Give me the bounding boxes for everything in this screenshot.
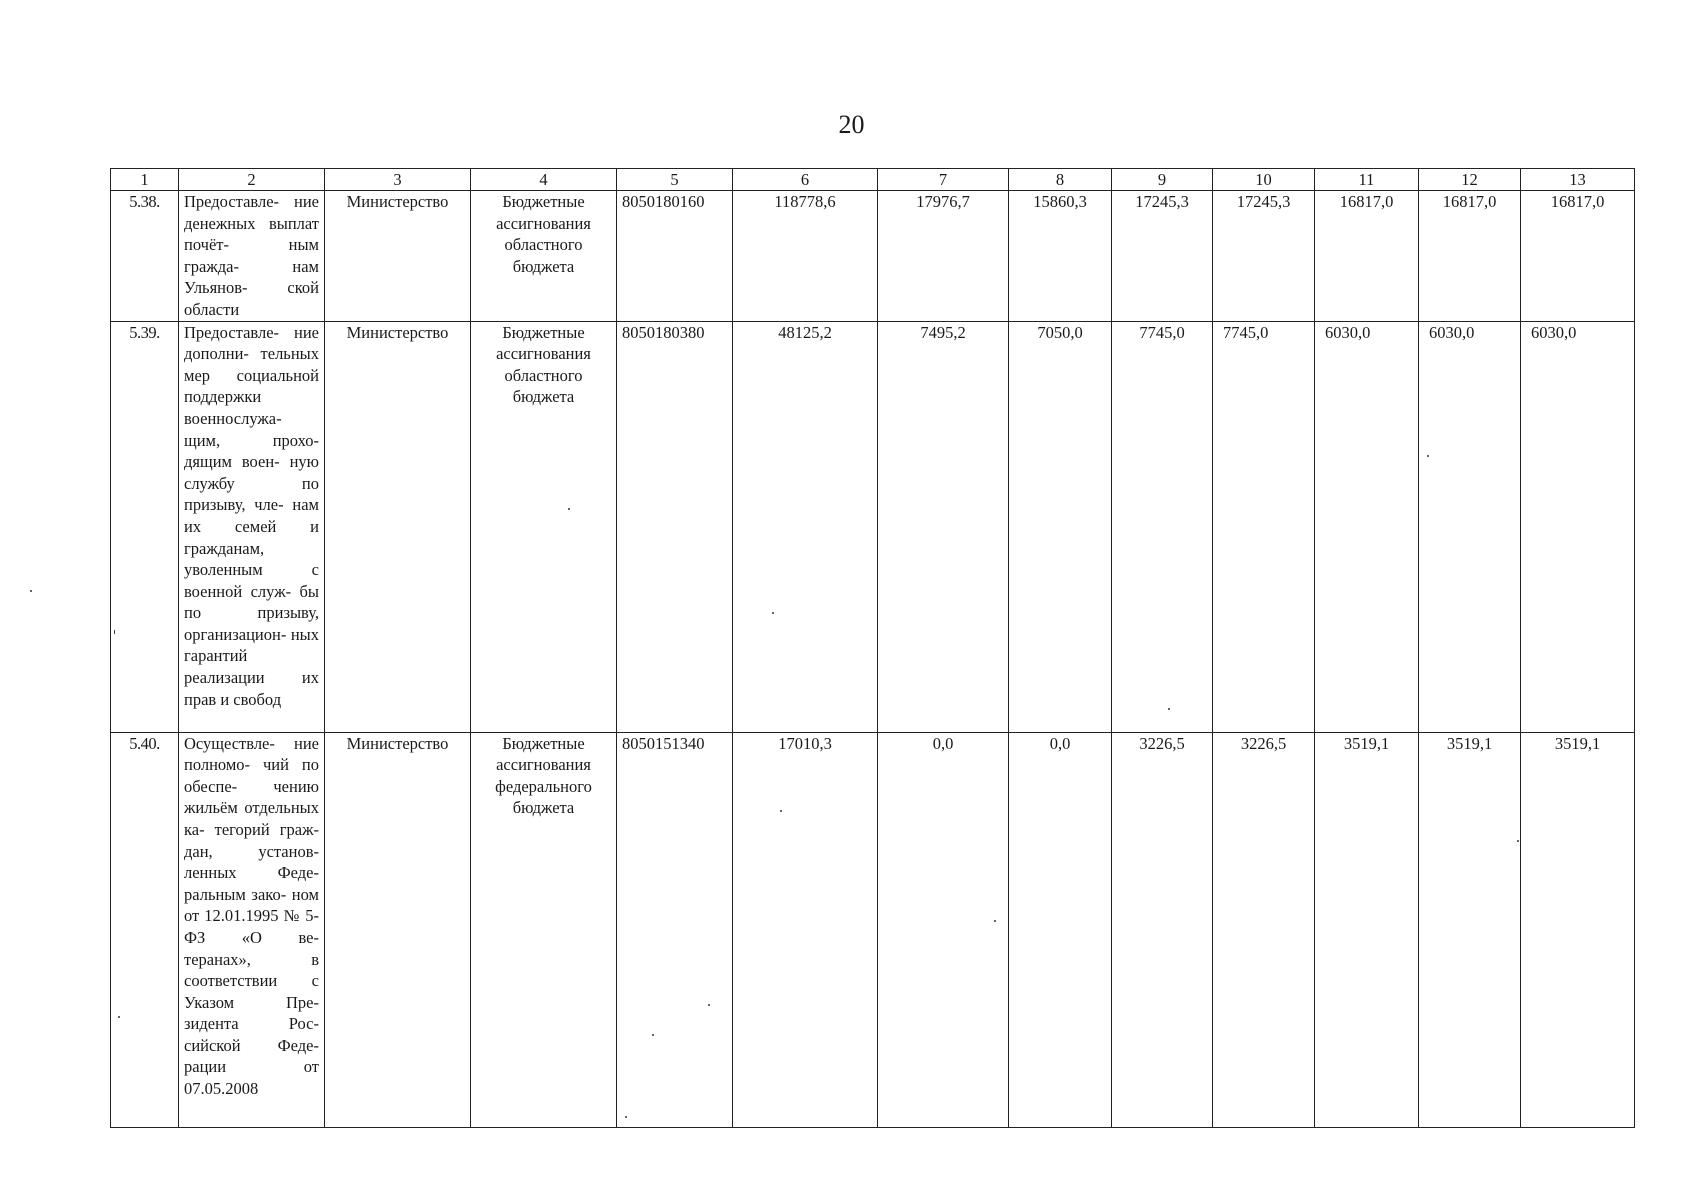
scan-speck xyxy=(625,1116,627,1118)
value-col-8: 7050,0 xyxy=(1009,321,1112,732)
executor: Министерство xyxy=(325,732,471,1127)
column-header: 1 xyxy=(111,169,179,191)
value-col-12: 3519,1 xyxy=(1419,732,1521,1127)
value-col-9: 7745,0 xyxy=(1112,321,1213,732)
value-col-11: 6030,0 xyxy=(1315,321,1419,732)
value-col-9: 17245,3 xyxy=(1112,191,1213,322)
column-header: 8 xyxy=(1009,169,1112,191)
value-col-8: 15860,3 xyxy=(1009,191,1112,322)
column-header: 9 xyxy=(1112,169,1213,191)
measure-name: Предоставле- ние дополни- тельных мер социальной поддержки военнослужа- щим, прохо- дящим воен- ную службу по призыву, чле- нам их семей и гражданам, уволенным с военной служ- бы по призыву, организацион- ных гарантий реализации их прав и свобод xyxy=(179,321,325,732)
header-row xyxy=(111,169,1635,191)
measure-name: Предоставле- ние денежных выплат почёт- ным гражда- нам Ульянов- ской области xyxy=(179,191,325,322)
funding-source: Бюджетные ассигнования областного бюджета xyxy=(471,191,617,322)
column-header: 7 xyxy=(878,169,1009,191)
scan-speck xyxy=(994,920,996,922)
value-col-11: 16817,0 xyxy=(1315,191,1419,322)
total-value: 118778,6 xyxy=(733,191,878,322)
scan-speck xyxy=(652,1034,654,1036)
value-col-7: 17976,7 xyxy=(878,191,1009,322)
value-col-11: 3519,1 xyxy=(1315,732,1419,1127)
column-header: 3 xyxy=(325,169,471,191)
executor: Министерство xyxy=(325,191,471,322)
row-number: 5.38. xyxy=(111,191,179,322)
budget-table xyxy=(110,168,1635,1128)
value-col-13: 6030,0 xyxy=(1521,321,1635,732)
total-value: 17010,3 xyxy=(733,732,878,1127)
value-col-10: 17245,3 xyxy=(1213,191,1315,322)
scan-speck xyxy=(568,508,570,510)
scan-speck xyxy=(118,1016,120,1018)
table-row xyxy=(111,321,1635,732)
column-header: 10 xyxy=(1213,169,1315,191)
budget-code: 8050151340 xyxy=(617,732,733,1127)
measure-name: Осуществле- ние полномо- чий по обеспе- чению жильём отдельных ка- тегорий граж- дан, установ- ленных Феде- ральным зако- ном от 12.01.1995 № 5-ФЗ «О ве- теранах», в соответствии с Указом Пре- зидента Рос- сийской Феде- рации от 07.05.2008 xyxy=(179,732,325,1127)
column-header: 13 xyxy=(1521,169,1635,191)
scan-speck xyxy=(30,590,32,592)
total-value: 48125,2 xyxy=(733,321,878,732)
scan-speck xyxy=(772,612,774,614)
scan-speck xyxy=(1168,708,1170,710)
executor: Министерство xyxy=(325,321,471,732)
column-header: 6 xyxy=(733,169,878,191)
scan-speck xyxy=(708,1004,710,1006)
value-col-7: 0,0 xyxy=(878,732,1009,1127)
page-number: 20 xyxy=(838,110,865,139)
column-header: 11 xyxy=(1315,169,1419,191)
budget-code: 8050180380 xyxy=(617,321,733,732)
row-number: 5.40. xyxy=(111,732,179,1127)
value-col-13: 16817,0 xyxy=(1521,191,1635,322)
value-col-10: 3226,5 xyxy=(1213,732,1315,1127)
scan-speck xyxy=(114,630,115,634)
value-col-12: 16817,0 xyxy=(1419,191,1521,322)
value-col-9: 3226,5 xyxy=(1112,732,1213,1127)
column-header: 12 xyxy=(1419,169,1521,191)
table-row xyxy=(111,191,1635,322)
scan-speck xyxy=(1427,455,1429,457)
budget-code: 8050180160 xyxy=(617,191,733,322)
value-col-7: 7495,2 xyxy=(878,321,1009,732)
funding-source: Бюджетные ассигнования федерального бюджета xyxy=(471,732,617,1127)
column-header: 2 xyxy=(179,169,325,191)
scan-speck xyxy=(780,810,782,812)
value-col-13: 3519,1 xyxy=(1521,732,1635,1127)
scan-speck xyxy=(1517,840,1519,842)
value-col-12: 6030,0 xyxy=(1419,321,1521,732)
row-number: 5.39. xyxy=(111,321,179,732)
table-row xyxy=(111,732,1635,1127)
column-header: 4 xyxy=(471,169,617,191)
value-col-8: 0,0 xyxy=(1009,732,1112,1127)
column-header: 5 xyxy=(617,169,733,191)
funding-source: Бюджетные ассигнования областного бюджета xyxy=(471,321,617,732)
value-col-10: 7745,0 xyxy=(1213,321,1315,732)
